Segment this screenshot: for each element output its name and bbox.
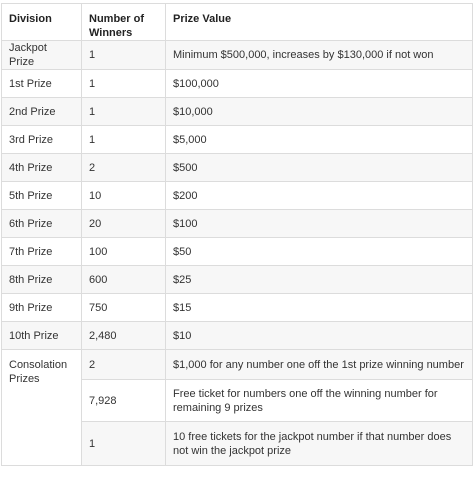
cell-winners: 2 — [82, 350, 166, 380]
table-row — [2, 41, 473, 70]
cell-prize: $100,000 — [166, 70, 473, 98]
cell-winners: 1 — [82, 41, 166, 70]
table-row — [2, 322, 473, 350]
table-row — [2, 154, 473, 182]
cell-winners: 2 — [82, 154, 166, 182]
cell-division: 9th Prize — [2, 294, 82, 322]
table-row — [2, 210, 473, 238]
cell-winners: 600 — [82, 266, 166, 294]
cell-prize: $200 — [166, 182, 473, 210]
table-row — [2, 238, 473, 266]
cell-winners: 1 — [82, 126, 166, 154]
header-number-of-winners: Number of Winners — [82, 4, 166, 41]
cell-winners: 20 — [82, 210, 166, 238]
cell-division: Jackpot Prize — [2, 41, 82, 70]
cell-prize: $10,000 — [166, 98, 473, 126]
table-row — [2, 294, 473, 322]
cell-prize: $5,000 — [166, 126, 473, 154]
cell-prize: $15 — [166, 294, 473, 322]
cell-division: 8th Prize — [2, 266, 82, 294]
cell-prize: $100 — [166, 210, 473, 238]
cell-prize: Minimum $500,000, increases by $130,000 if not won — [166, 41, 473, 70]
cell-winners: 1 — [82, 70, 166, 98]
cell-prize: $25 — [166, 266, 473, 294]
cell-division: 1st Prize — [2, 70, 82, 98]
cell-prize: $500 — [166, 154, 473, 182]
table-row — [2, 70, 473, 98]
table-row — [2, 98, 473, 126]
cell-prize: $1,000 for any number one off the 1st prize winning number — [166, 350, 473, 380]
table-row-consolation — [2, 350, 473, 380]
cell-prize: 10 free tickets for the jackpot number if that number does not win the jackpot prize — [166, 422, 473, 466]
cell-winners: 1 — [82, 98, 166, 126]
table-row — [2, 182, 473, 210]
cell-prize: $50 — [166, 238, 473, 266]
cell-winners: 750 — [82, 294, 166, 322]
cell-division-consolation: Consolation Prizes — [2, 350, 82, 466]
cell-division: 7th Prize — [2, 238, 82, 266]
cell-winners: 100 — [82, 238, 166, 266]
table-row — [2, 266, 473, 294]
prize-table — [1, 3, 473, 466]
table-header-row — [2, 4, 473, 41]
cell-winners: 7,928 — [82, 380, 166, 422]
cell-division: 5th Prize — [2, 182, 82, 210]
cell-prize: Free ticket for numbers one off the winning number for remaining 9 prizes — [166, 380, 473, 422]
cell-division: 10th Prize — [2, 322, 82, 350]
cell-division: 4th Prize — [2, 154, 82, 182]
cell-winners: 10 — [82, 182, 166, 210]
cell-division: 6th Prize — [2, 210, 82, 238]
header-division: Division — [2, 4, 82, 41]
cell-division: 3rd Prize — [2, 126, 82, 154]
cell-prize: $10 — [166, 322, 473, 350]
cell-winners: 2,480 — [82, 322, 166, 350]
table-row — [2, 126, 473, 154]
cell-division: 2nd Prize — [2, 98, 82, 126]
cell-winners: 1 — [82, 422, 166, 466]
header-prize-value: Prize Value — [166, 4, 473, 41]
